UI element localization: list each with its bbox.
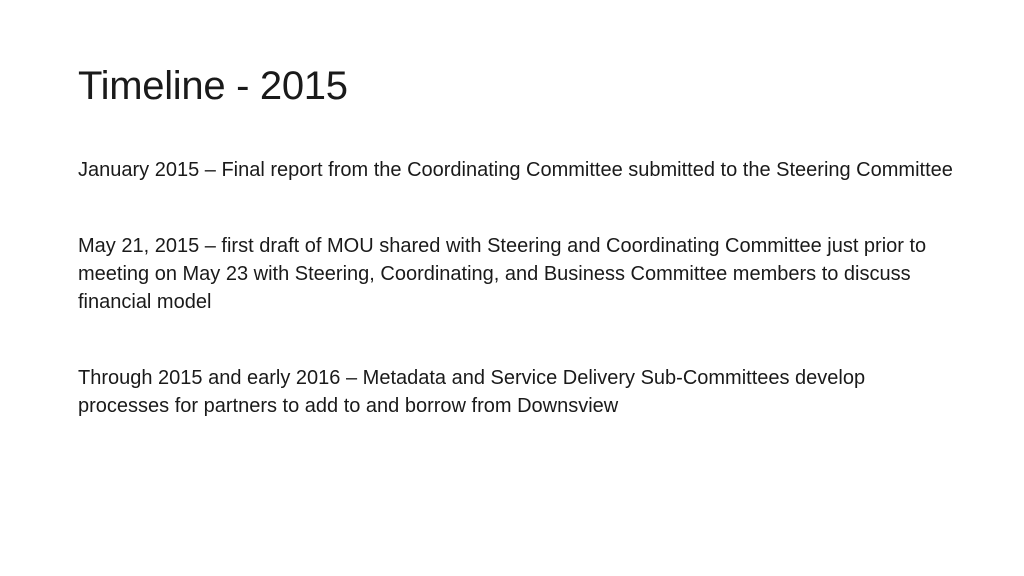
timeline-entry-through-2015-2016: Through 2015 and early 2016 – Metadata and Service Delivery Sub-Committees develop processes for partners to add to and borrow from Downsview: [78, 367, 866, 417]
timeline-entry-may-2015: May 21, 2015 – first draft of MOU shared with Steering and Coordinating Committee just prior to meeting on May 23 with Steering, Coordinating, and Business Committee members to discuss financial model: [78, 235, 927, 313]
timeline-entry-january-2015: January 2015 – Final report from the Coordinating Committee submitted to the Steering Committee: [78, 159, 953, 181]
slide-title: Timeline - 2015: [78, 64, 348, 108]
timeline-list: [78, 156, 958, 468]
